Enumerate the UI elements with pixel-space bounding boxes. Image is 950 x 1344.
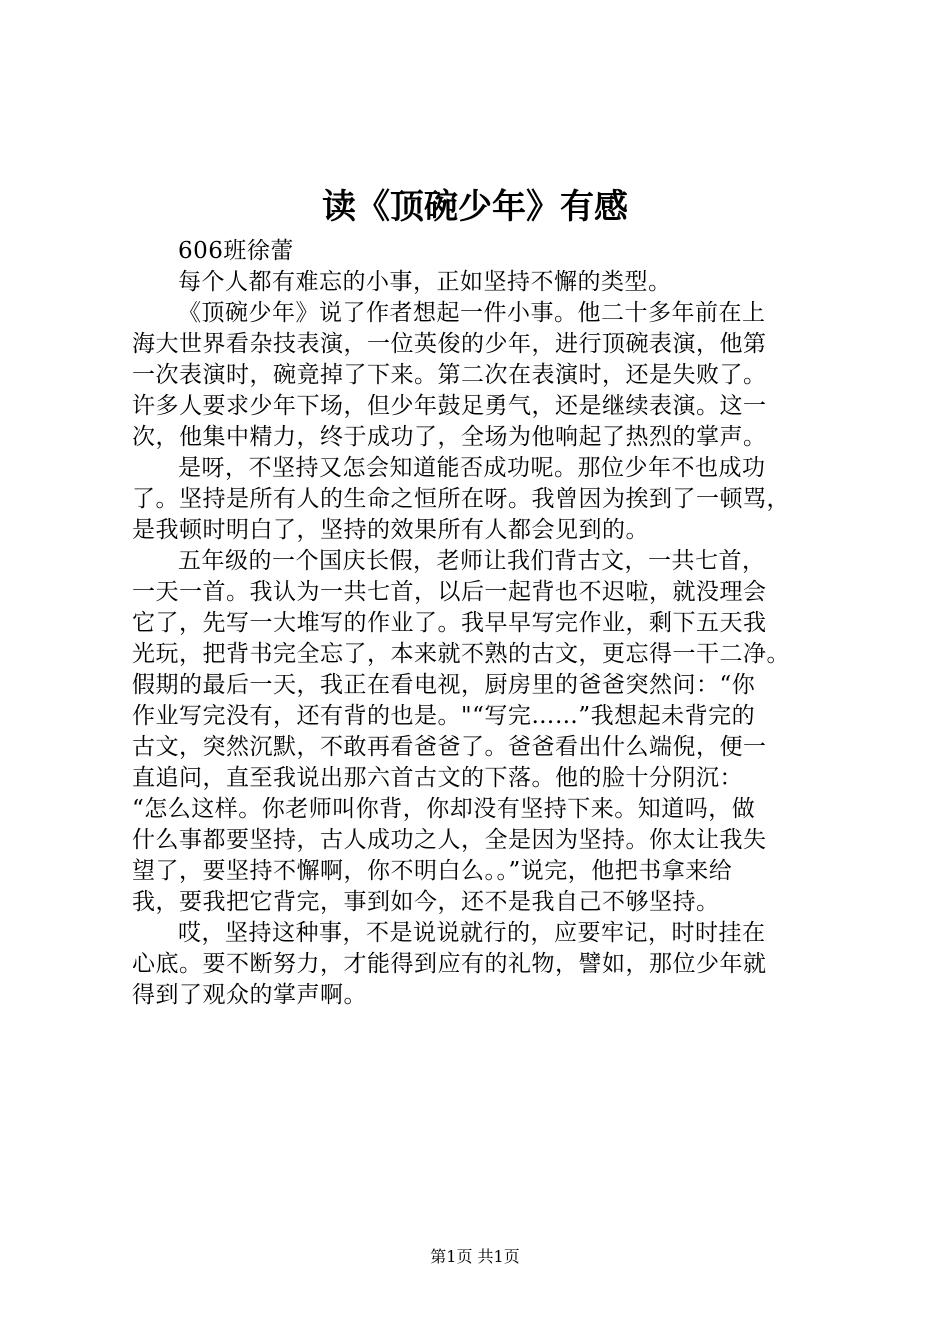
text-line: 是呀，不坚持又怎会知道能否成功呢。那位少年不也成功: [178, 455, 766, 481]
text-line: 是我顿时明白了，坚持的效果所有人都会见到的。: [132, 517, 649, 543]
text-line: 什么事都要坚持，古人成功之人，全是因为坚持。你太让我失: [132, 827, 767, 853]
text-line: 它了，先写一大堆写的作业了。我早早写完作业，剩下五天我: [132, 610, 767, 636]
text-line: 海大世界看杂技表演，一位英俊的少年，进行顶碗表演，他第: [132, 331, 767, 357]
text-line: “怎么这样。你老师叫你背，你却没有坚持下来。知道吗，做: [132, 796, 756, 822]
text-line: 一次表演时，碗竟掉了下来。第二次在表演时，还是失败了。: [132, 362, 767, 388]
author-line: 606班徐蕾: [178, 238, 294, 264]
text-line: 直追问，直至我说出那六首古文的下落。他的脸十分阴沉：: [132, 765, 743, 791]
text-line: 得到了观众的掌声啊。: [132, 982, 367, 1008]
text-line: 了。坚持是所有人的生命之恒所在呀。我曾因为挨到了一顿骂，: [132, 486, 790, 512]
text-line: 心底。要不断努力，才能得到应有的礼物，譬如，那位少年就: [132, 951, 767, 977]
text-line: 光玩，把背书完全忘了，本来就不熟的古文，更忘得一干二净。: [132, 641, 790, 667]
text-line: 假期的最后一天，我正在看电视，厨房里的爸爸突然问：“你: [132, 672, 756, 698]
text-line: 一天一首。我认为一共七首，以后一起背也不迟啦，就没理会: [132, 579, 767, 605]
text-line: 作业写完没有，还有背的也是。"“写完……”我想起未背完的: [132, 703, 756, 729]
text-line: 望了，要坚持不懈啊，你不明白么。。”说完，他把书拿来给: [132, 858, 733, 884]
document-title: 读《顶碗少年》有感: [322, 187, 628, 227]
text-line: 《顶碗少年》说了作者想起一件小事。他二十多年前在上: [178, 300, 766, 326]
text-line: 古文，突然沉默，不敢再看爸爸了。爸爸看出什么端倪，便一: [132, 734, 767, 760]
page-footer: 第1页 共1页: [430, 1247, 520, 1266]
text-line: 次，他集中精力，终于成功了，全场为他响起了热烈的掌声。: [132, 424, 767, 450]
text-line: 许多人要求少年下场，但少年鼓足勇气，还是继续表演。这一: [132, 393, 767, 419]
paragraph-lines: [132, 267, 848, 1011]
text-line: 五年级的一个国庆长假，老师让我们背古文，一共七首，: [178, 548, 766, 574]
text-line: 我，要我把它背完，事到如今，还不是我自己不够坚持。: [132, 889, 720, 915]
text-line: 每个人都有难忘的小事，正如坚持不懈的类型。: [178, 269, 672, 295]
document-body: [132, 236, 848, 1011]
text-line: 哎，坚持这种事，不是说说就行的，应要牢记，时时挂在: [178, 920, 766, 946]
